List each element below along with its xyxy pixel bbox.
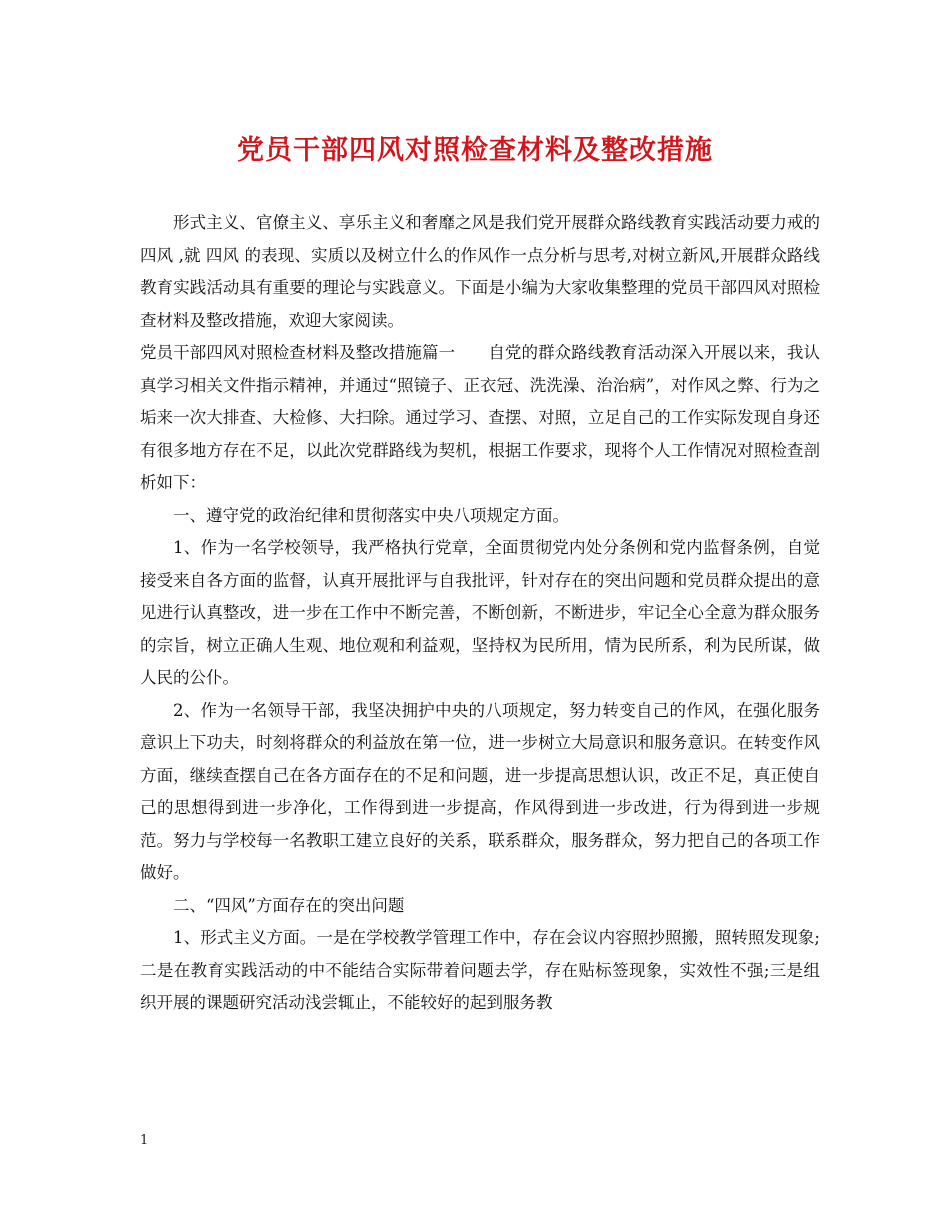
paragraph-intro: 形式主义、官僚主义、享乐主义和奢靡之风是我们党开展群众路线教育实践活动要力戒的 四风 ,就 四风 的表现、实质以及树立什么的作风作一点分析与思考,对树立新风,开展群众路线教育实践活动具有重要的理论与实践意义。下面是小编为大家收集整理的党员干部四风对照检查材料及整改措施，欢迎大家阅读。 <box>140 213 820 330</box>
paragraph-heading-problems: 二、“四风”方面存在的突出问题 <box>173 895 405 915</box>
document-title: 党员干部四风对照检查材料及整改措施 <box>237 135 713 166</box>
paragraph-heading-discipline: 一、遵守党的政治纪律和贯彻落实中央八项规定方面。 <box>173 505 569 525</box>
document-body <box>140 207 820 1020</box>
paragraph-item-2: 2、作为一名领导干部，我坚决拥护中央的八项规定，努力转变自己的作风，在强化服务意识上下功夫，时刻将群众的利益放在第一位，进一步树立大局意识和服务意识。在转变作风方面，继续查摆自己在各方面存在的不足和问题，进一步提高思想认识，改正不足，真正使自己的思想得到进一步净化，工作得到进一步提高，作风得到进一步改进，行为得到进一步规范。努力与学校每一名教职工建立良好的关系，联系群众，服务群众，努力把自己的各项工作做好。 <box>140 700 820 882</box>
paragraph-section-one-heading: 党员干部四风对照检查材料及整改措施篇一 自党的群众路线教育活动深入开展以来，我认真学习相关文件指示精神，并通过“照镜子、正衣冠、洗洗澡、治治病”，对作风之弊、行为之垢来一次大排查、大检修、大扫除。通过学习、查摆、对照，立足自己的工作实际发现自身还有很多地方存在不足，以此次党群路线为契机，根据工作要求，现将个人工作情况对照检查剖析如下： <box>140 343 820 492</box>
paragraph-item-1: 1、作为一名学校领导，我严格执行党章，全面贯彻党内处分条例和党内监督条例，自觉接受来自各方面的监督，认真开展批评与自我批评，针对存在的突出问题和党员群众提出的意见进行认真整改，进一步在工作中不断完善，不断创新，不断进步，牢记全心全意为群众服务的宗旨，树立正确人生观、地位观和利益观，坚持权为民所用，情为民所系，利为民所谋，做人民的公仆。 <box>140 538 820 687</box>
paragraph-formalism: 1、形式主义方面。一是在学校教学管理工作中，存在会议内容照抄照搬，照转照发现象;二是在教育实践活动的中不能结合实际带着问题去学，存在贴标签现象，实效性不强;三是组织开展的课题研究活动浅尝辄止，不能较好的起到服务教 <box>140 928 820 1012</box>
page-number: 1 <box>140 1133 149 1148</box>
